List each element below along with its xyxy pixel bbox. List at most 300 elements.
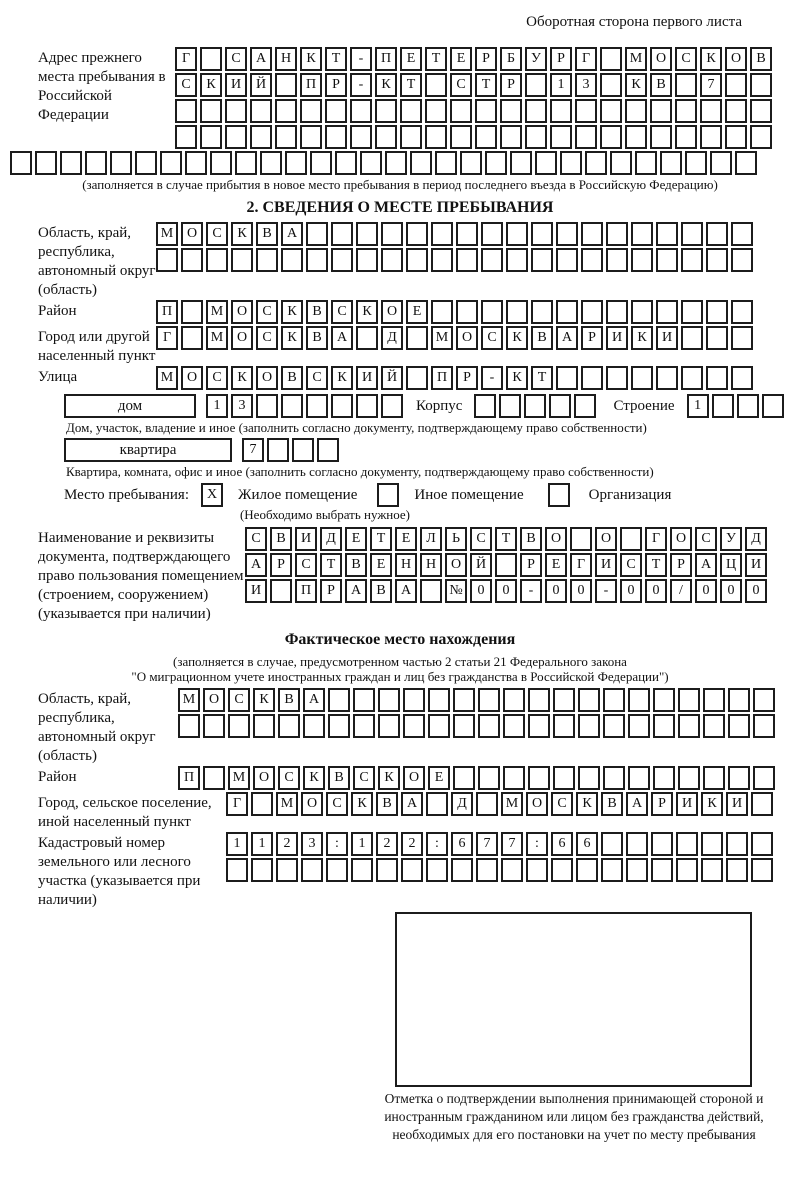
char-box[interactable] xyxy=(751,832,773,856)
char-box[interactable]: А xyxy=(401,792,423,816)
char-box[interactable] xyxy=(375,125,397,149)
char-box[interactable] xyxy=(651,832,673,856)
char-box[interactable]: 7 xyxy=(501,832,523,856)
char-box[interactable]: М xyxy=(206,300,228,324)
char-box[interactable]: О xyxy=(545,527,567,551)
char-box[interactable]: С xyxy=(256,300,278,324)
char-box[interactable] xyxy=(425,125,447,149)
char-box[interactable]: О xyxy=(456,326,478,350)
char-box[interactable] xyxy=(762,394,784,418)
char-box[interactable]: А xyxy=(331,326,353,350)
char-box[interactable] xyxy=(306,248,328,272)
char-box[interactable] xyxy=(85,151,107,175)
char-box[interactable]: А xyxy=(556,326,578,350)
char-box[interactable] xyxy=(206,248,228,272)
char-box[interactable] xyxy=(751,792,773,816)
char-box[interactable] xyxy=(731,248,753,272)
char-box[interactable] xyxy=(435,151,457,175)
char-box[interactable]: Й xyxy=(470,553,492,577)
char-box[interactable]: Г xyxy=(645,527,667,551)
char-box[interactable]: К xyxy=(281,300,303,324)
char-box[interactable]: К xyxy=(506,326,528,350)
char-box[interactable]: 1 xyxy=(251,832,273,856)
char-box[interactable] xyxy=(350,99,372,123)
char-box[interactable] xyxy=(451,858,473,882)
char-box[interactable]: 6 xyxy=(576,832,598,856)
char-box[interactable]: 1 xyxy=(226,832,248,856)
char-box[interactable] xyxy=(675,99,697,123)
char-box[interactable] xyxy=(406,248,428,272)
char-box[interactable]: - xyxy=(481,366,503,390)
char-box[interactable]: Е xyxy=(545,553,567,577)
char-box[interactable]: О xyxy=(181,366,203,390)
char-box[interactable]: - xyxy=(350,73,372,97)
char-box[interactable]: - xyxy=(520,579,542,603)
char-box[interactable] xyxy=(250,99,272,123)
char-box[interactable]: № xyxy=(445,579,467,603)
char-box[interactable]: К xyxy=(300,47,322,71)
char-box[interactable]: Р xyxy=(651,792,673,816)
char-box[interactable] xyxy=(656,222,678,246)
char-box[interactable]: С xyxy=(470,527,492,551)
char-box[interactable] xyxy=(628,688,650,712)
char-box[interactable]: О xyxy=(253,766,275,790)
char-box[interactable] xyxy=(181,300,203,324)
char-box[interactable]: Т xyxy=(475,73,497,97)
char-box[interactable] xyxy=(235,151,257,175)
char-box[interactable] xyxy=(728,688,750,712)
char-box[interactable] xyxy=(225,125,247,149)
char-box[interactable] xyxy=(292,438,314,462)
char-box[interactable] xyxy=(350,125,372,149)
char-box[interactable]: К xyxy=(506,366,528,390)
char-box[interactable] xyxy=(356,394,378,418)
char-box[interactable] xyxy=(725,125,747,149)
char-box[interactable]: : xyxy=(326,832,348,856)
char-box[interactable] xyxy=(256,248,278,272)
char-box[interactable] xyxy=(328,714,350,738)
char-box[interactable]: С xyxy=(675,47,697,71)
char-box[interactable] xyxy=(426,858,448,882)
char-box[interactable] xyxy=(681,222,703,246)
char-box[interactable] xyxy=(728,766,750,790)
char-box[interactable]: П xyxy=(300,73,322,97)
char-box[interactable] xyxy=(525,99,547,123)
char-box[interactable] xyxy=(581,300,603,324)
char-box[interactable] xyxy=(331,248,353,272)
char-box[interactable]: А xyxy=(245,553,267,577)
char-box[interactable]: В xyxy=(650,73,672,97)
char-box[interactable] xyxy=(528,766,550,790)
char-box[interactable] xyxy=(226,858,248,882)
char-box[interactable]: Г xyxy=(575,47,597,71)
char-box[interactable] xyxy=(325,99,347,123)
char-box[interactable] xyxy=(675,125,697,149)
char-box[interactable] xyxy=(400,99,422,123)
char-box[interactable]: А xyxy=(281,222,303,246)
char-box[interactable] xyxy=(556,248,578,272)
char-box[interactable] xyxy=(656,366,678,390)
char-box[interactable]: В xyxy=(328,766,350,790)
char-box[interactable] xyxy=(175,125,197,149)
char-box[interactable] xyxy=(525,125,547,149)
char-box[interactable] xyxy=(626,832,648,856)
char-box[interactable]: К xyxy=(231,366,253,390)
char-box[interactable] xyxy=(360,151,382,175)
house-type-box[interactable]: дом xyxy=(64,394,196,418)
char-box[interactable] xyxy=(270,579,292,603)
char-box[interactable] xyxy=(253,714,275,738)
char-box[interactable]: Н xyxy=(395,553,417,577)
char-box[interactable] xyxy=(181,248,203,272)
char-box[interactable] xyxy=(553,714,575,738)
char-box[interactable] xyxy=(160,151,182,175)
char-box[interactable]: М xyxy=(276,792,298,816)
char-box[interactable] xyxy=(725,99,747,123)
char-box[interactable]: 0 xyxy=(620,579,642,603)
char-box[interactable] xyxy=(678,688,700,712)
char-box[interactable] xyxy=(635,151,657,175)
char-box[interactable] xyxy=(375,99,397,123)
char-box[interactable] xyxy=(525,73,547,97)
char-box[interactable] xyxy=(560,151,582,175)
char-box[interactable]: Е xyxy=(450,47,472,71)
char-box[interactable] xyxy=(753,766,775,790)
char-box[interactable] xyxy=(731,222,753,246)
char-box[interactable]: А xyxy=(345,579,367,603)
char-box[interactable]: В xyxy=(306,300,328,324)
char-box[interactable]: К xyxy=(253,688,275,712)
char-box[interactable] xyxy=(351,858,373,882)
char-box[interactable]: М xyxy=(431,326,453,350)
char-box[interactable] xyxy=(495,553,517,577)
char-box[interactable]: О xyxy=(256,366,278,390)
char-box[interactable] xyxy=(503,714,525,738)
char-box[interactable] xyxy=(531,248,553,272)
char-box[interactable]: Т xyxy=(425,47,447,71)
char-box[interactable] xyxy=(431,222,453,246)
char-box[interactable]: Ц xyxy=(720,553,742,577)
char-box[interactable] xyxy=(331,222,353,246)
char-box[interactable] xyxy=(475,99,497,123)
char-box[interactable] xyxy=(681,248,703,272)
char-box[interactable]: 1 xyxy=(351,832,373,856)
char-box[interactable] xyxy=(731,300,753,324)
char-box[interactable]: Т xyxy=(495,527,517,551)
char-box[interactable] xyxy=(735,151,757,175)
char-box[interactable] xyxy=(450,125,472,149)
char-box[interactable] xyxy=(706,248,728,272)
char-box[interactable] xyxy=(110,151,132,175)
char-box[interactable] xyxy=(401,858,423,882)
char-box[interactable]: 0 xyxy=(495,579,517,603)
char-box[interactable] xyxy=(376,858,398,882)
char-box[interactable] xyxy=(500,125,522,149)
char-box[interactable] xyxy=(651,858,673,882)
char-box[interactable] xyxy=(706,300,728,324)
char-box[interactable] xyxy=(726,832,748,856)
char-box[interactable]: И xyxy=(745,553,767,577)
char-box[interactable]: В xyxy=(306,326,328,350)
char-box[interactable]: С xyxy=(450,73,472,97)
char-box[interactable]: П xyxy=(431,366,453,390)
char-box[interactable] xyxy=(653,766,675,790)
char-box[interactable]: А xyxy=(303,688,325,712)
char-box[interactable]: 0 xyxy=(570,579,592,603)
char-box[interactable] xyxy=(60,151,82,175)
char-box[interactable]: К xyxy=(576,792,598,816)
char-box[interactable] xyxy=(403,688,425,712)
char-box[interactable]: : xyxy=(526,832,548,856)
char-box[interactable] xyxy=(335,151,357,175)
char-box[interactable]: К xyxy=(631,326,653,350)
char-box[interactable]: М xyxy=(501,792,523,816)
char-box[interactable]: М xyxy=(206,326,228,350)
char-box[interactable] xyxy=(406,366,428,390)
char-box[interactable]: О xyxy=(403,766,425,790)
char-box[interactable]: О xyxy=(181,222,203,246)
char-box[interactable] xyxy=(306,394,328,418)
char-box[interactable] xyxy=(535,151,557,175)
char-box[interactable] xyxy=(578,766,600,790)
char-box[interactable] xyxy=(578,714,600,738)
char-box[interactable] xyxy=(200,47,222,71)
char-box[interactable] xyxy=(185,151,207,175)
char-box[interactable] xyxy=(267,438,289,462)
char-box[interactable]: С xyxy=(295,553,317,577)
char-box[interactable]: Е xyxy=(428,766,450,790)
char-box[interactable]: 1 xyxy=(206,394,228,418)
char-box[interactable] xyxy=(550,99,572,123)
char-box[interactable]: Г xyxy=(570,553,592,577)
char-box[interactable]: М xyxy=(228,766,250,790)
char-box[interactable]: Р xyxy=(320,579,342,603)
char-box[interactable] xyxy=(606,222,628,246)
char-box[interactable]: 6 xyxy=(451,832,473,856)
char-box[interactable] xyxy=(356,222,378,246)
char-box[interactable]: 7 xyxy=(476,832,498,856)
char-box[interactable] xyxy=(456,300,478,324)
char-box[interactable] xyxy=(606,366,628,390)
char-box[interactable] xyxy=(251,792,273,816)
char-box[interactable]: Л xyxy=(420,527,442,551)
char-box[interactable] xyxy=(712,394,734,418)
char-box[interactable] xyxy=(700,99,722,123)
char-box[interactable]: С xyxy=(256,326,278,350)
char-box[interactable]: А xyxy=(626,792,648,816)
char-box[interactable]: Р xyxy=(325,73,347,97)
char-box[interactable] xyxy=(685,151,707,175)
char-box[interactable] xyxy=(725,73,747,97)
char-box[interactable]: С xyxy=(206,366,228,390)
char-box[interactable] xyxy=(460,151,482,175)
char-box[interactable]: 7 xyxy=(242,438,264,462)
char-box[interactable]: Т xyxy=(400,73,422,97)
char-box[interactable]: С xyxy=(228,688,250,712)
char-box[interactable] xyxy=(556,222,578,246)
char-box[interactable] xyxy=(178,714,200,738)
char-box[interactable] xyxy=(453,714,475,738)
char-box[interactable]: О xyxy=(595,527,617,551)
char-box[interactable] xyxy=(203,714,225,738)
char-box[interactable] xyxy=(406,326,428,350)
char-box[interactable]: Г xyxy=(156,326,178,350)
char-box[interactable]: П xyxy=(295,579,317,603)
char-box[interactable] xyxy=(200,99,222,123)
char-box[interactable] xyxy=(301,858,323,882)
char-box[interactable]: М xyxy=(156,366,178,390)
char-box[interactable]: В xyxy=(270,527,292,551)
char-box[interactable]: Н xyxy=(275,47,297,71)
char-box[interactable] xyxy=(581,366,603,390)
char-box[interactable]: О xyxy=(231,300,253,324)
char-box[interactable] xyxy=(425,99,447,123)
char-box[interactable] xyxy=(410,151,432,175)
char-box[interactable] xyxy=(251,858,273,882)
char-box[interactable]: Р xyxy=(270,553,292,577)
char-box[interactable] xyxy=(275,99,297,123)
char-box[interactable]: Р xyxy=(581,326,603,350)
char-box[interactable] xyxy=(578,688,600,712)
char-box[interactable] xyxy=(306,222,328,246)
char-box[interactable] xyxy=(526,858,548,882)
char-box[interactable]: О xyxy=(203,688,225,712)
char-box[interactable]: В xyxy=(531,326,553,350)
char-box[interactable] xyxy=(701,858,723,882)
char-box[interactable] xyxy=(551,858,573,882)
char-box[interactable] xyxy=(603,766,625,790)
char-box[interactable]: С xyxy=(306,366,328,390)
char-box[interactable] xyxy=(300,99,322,123)
char-box[interactable] xyxy=(428,688,450,712)
char-box[interactable] xyxy=(620,527,642,551)
char-box[interactable] xyxy=(275,125,297,149)
char-box[interactable] xyxy=(653,688,675,712)
char-box[interactable] xyxy=(631,300,653,324)
char-box[interactable] xyxy=(503,688,525,712)
char-box[interactable] xyxy=(453,688,475,712)
char-box[interactable] xyxy=(528,714,550,738)
char-box[interactable]: Т xyxy=(370,527,392,551)
char-box[interactable] xyxy=(753,714,775,738)
char-box[interactable]: Г xyxy=(175,47,197,71)
char-box[interactable]: 0 xyxy=(695,579,717,603)
char-box[interactable] xyxy=(200,125,222,149)
char-box[interactable]: Ь xyxy=(445,527,467,551)
char-box[interactable] xyxy=(581,222,603,246)
char-box[interactable]: А xyxy=(250,47,272,71)
char-box[interactable] xyxy=(600,47,622,71)
char-box[interactable] xyxy=(524,394,546,418)
char-box[interactable]: И xyxy=(356,366,378,390)
char-box[interactable]: К xyxy=(701,792,723,816)
char-box[interactable] xyxy=(531,222,553,246)
char-box[interactable] xyxy=(456,222,478,246)
char-box[interactable]: - xyxy=(350,47,372,71)
char-box[interactable]: М xyxy=(178,688,200,712)
char-box[interactable]: В xyxy=(281,366,303,390)
char-box[interactable]: В xyxy=(256,222,278,246)
char-box[interactable]: С xyxy=(353,766,375,790)
char-box[interactable] xyxy=(420,579,442,603)
char-box[interactable] xyxy=(281,394,303,418)
char-box[interactable] xyxy=(303,714,325,738)
char-box[interactable]: Р xyxy=(500,73,522,97)
char-box[interactable] xyxy=(574,394,596,418)
char-box[interactable] xyxy=(506,248,528,272)
char-box[interactable] xyxy=(256,394,278,418)
char-box[interactable] xyxy=(506,222,528,246)
char-box[interactable]: 0 xyxy=(470,579,492,603)
char-box[interactable] xyxy=(175,99,197,123)
char-box[interactable]: В xyxy=(278,688,300,712)
char-box[interactable]: И xyxy=(245,579,267,603)
char-box[interactable]: А xyxy=(695,553,717,577)
char-box[interactable] xyxy=(556,366,578,390)
char-box[interactable] xyxy=(631,222,653,246)
char-box[interactable]: Р xyxy=(670,553,692,577)
char-box[interactable] xyxy=(678,714,700,738)
char-box[interactable] xyxy=(35,151,57,175)
char-box[interactable] xyxy=(428,714,450,738)
char-box[interactable] xyxy=(676,832,698,856)
char-box[interactable] xyxy=(701,832,723,856)
char-box[interactable]: О xyxy=(650,47,672,71)
char-box[interactable]: О xyxy=(301,792,323,816)
char-box[interactable] xyxy=(700,125,722,149)
char-box[interactable]: К xyxy=(231,222,253,246)
char-box[interactable] xyxy=(656,300,678,324)
char-box[interactable]: Д xyxy=(381,326,403,350)
char-box[interactable] xyxy=(481,300,503,324)
char-box[interactable] xyxy=(501,858,523,882)
char-box[interactable] xyxy=(475,125,497,149)
char-box[interactable]: 0 xyxy=(745,579,767,603)
char-box[interactable]: И xyxy=(295,527,317,551)
char-box[interactable] xyxy=(625,99,647,123)
char-box[interactable]: С xyxy=(620,553,642,577)
char-box[interactable] xyxy=(381,222,403,246)
char-box[interactable]: В xyxy=(750,47,772,71)
char-box[interactable] xyxy=(660,151,682,175)
char-box[interactable] xyxy=(553,766,575,790)
char-box[interactable]: К xyxy=(331,366,353,390)
char-box[interactable] xyxy=(600,99,622,123)
checkbox[interactable] xyxy=(377,483,399,507)
char-box[interactable]: Н xyxy=(420,553,442,577)
char-box[interactable]: 1 xyxy=(550,73,572,97)
char-box[interactable] xyxy=(731,326,753,350)
char-box[interactable] xyxy=(506,300,528,324)
char-box[interactable]: 3 xyxy=(575,73,597,97)
char-box[interactable] xyxy=(278,714,300,738)
char-box[interactable]: И xyxy=(606,326,628,350)
char-box[interactable] xyxy=(710,151,732,175)
char-box[interactable]: П xyxy=(156,300,178,324)
char-box[interactable] xyxy=(285,151,307,175)
char-box[interactable] xyxy=(600,125,622,149)
char-box[interactable] xyxy=(631,366,653,390)
char-box[interactable] xyxy=(326,858,348,882)
char-box[interactable]: Й xyxy=(250,73,272,97)
char-box[interactable] xyxy=(676,858,698,882)
apartment-type-box[interactable]: квартира xyxy=(64,438,232,462)
char-box[interactable]: В xyxy=(601,792,623,816)
char-box[interactable]: Р xyxy=(520,553,542,577)
char-box[interactable] xyxy=(385,151,407,175)
char-box[interactable]: У xyxy=(525,47,547,71)
char-box[interactable]: Р xyxy=(475,47,497,71)
